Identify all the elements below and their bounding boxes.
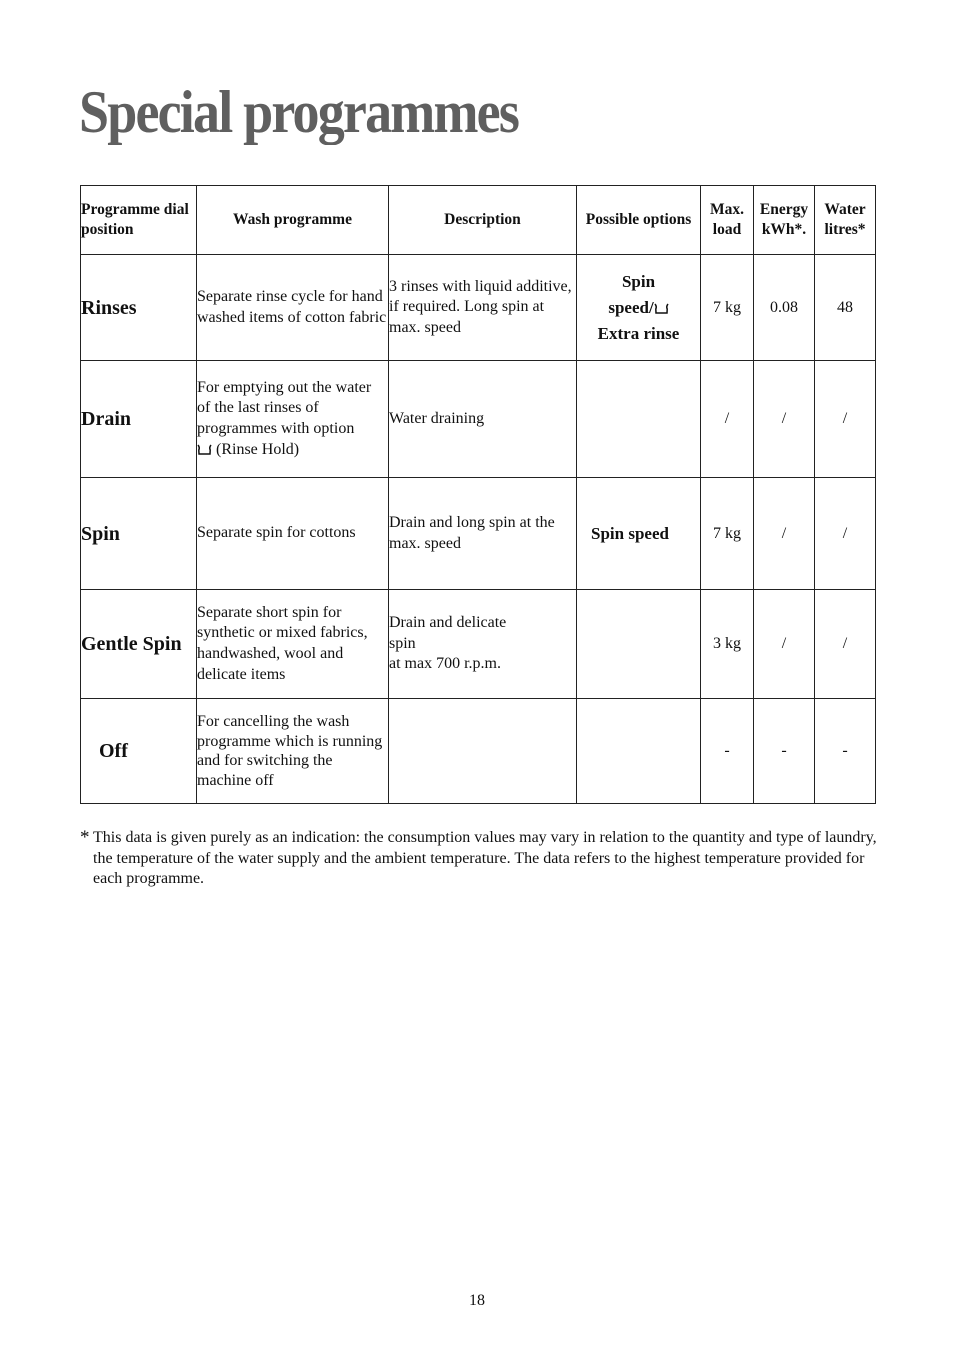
page-number: 18 (469, 1292, 485, 1309)
header-max-load: Max. load (701, 186, 754, 255)
energy-cell: / (754, 590, 815, 699)
description-cell: Water draining (389, 361, 577, 478)
energy-cell: 0.08 (754, 255, 815, 361)
page-title: Special programmes (79, 79, 519, 145)
option-line: Spin (621, 271, 656, 291)
table-row-rinses (81, 255, 876, 361)
option-text: speed/ (608, 297, 654, 317)
footnote-marker: * (80, 827, 90, 848)
description-cell (389, 699, 577, 804)
water-cell: / (815, 361, 876, 478)
position-cell: Spin (81, 478, 197, 590)
wash-programme-text: For emptying out the water of the last rinses of programmes with option (197, 378, 372, 437)
position-cell: Rinses (81, 255, 197, 361)
table-row-drain (81, 361, 876, 478)
description-line: at max 700 r.p.m. (389, 655, 501, 673)
options-cell (577, 590, 701, 699)
options-cell (577, 699, 701, 804)
water-cell: - (815, 699, 876, 804)
description-cell: Drain and long spin at the max. speed (389, 478, 577, 590)
rinse-hold-icon (654, 303, 669, 314)
option-line: Extra rinse (597, 323, 680, 343)
rinse-hold-icon (197, 444, 212, 455)
special-programmes-table (80, 185, 876, 804)
description-cell: 3 rinses with liquid additive, if required. Long spin at max. speed (389, 255, 577, 361)
options-cell: Spin speed (577, 478, 701, 590)
max-load-cell: 7 kg (701, 478, 754, 590)
position-cell: Drain (81, 361, 197, 478)
water-cell: / (815, 590, 876, 699)
max-load-cell: 7 kg (701, 255, 754, 361)
wash-programme-cell: Separate short spin for synthetic or mixed fabrics, handwashed, wool and delicate items (197, 590, 389, 699)
max-load-cell: / (701, 361, 754, 478)
wash-programme-cell (197, 361, 389, 478)
water-cell: 48 (815, 255, 876, 361)
position-cell: Off (81, 699, 197, 804)
wash-programme-cell: Separate rinse cycle for hand washed items of cotton fabric (197, 255, 389, 361)
option-line (577, 295, 700, 321)
header-energy: Energy kWh*. (754, 186, 815, 255)
position-cell: Gentle Spin (81, 590, 197, 699)
header-possible-options: Possible options (577, 186, 701, 255)
energy-cell: - (754, 699, 815, 804)
header-wash-programme: Wash programme (197, 186, 389, 255)
energy-cell: / (754, 361, 815, 478)
rinse-hold-label: (Rinse Hold) (212, 440, 300, 458)
footnote (80, 828, 880, 890)
max-load-cell: - (701, 699, 754, 804)
max-load-cell: 3 kg (701, 590, 754, 699)
wash-programme-cell: For cancelling the wash programme which is running and for switching the machine off (197, 699, 389, 804)
table-row-off (81, 699, 876, 804)
header-water: Water litres* (815, 186, 876, 255)
table-row-gentle-spin (81, 590, 876, 699)
options-cell (577, 255, 701, 361)
description-line: Drain and delicate spin (389, 614, 507, 652)
footnote-text: This data is given purely as an indication: the consumption values may vary in relation to the quantity and type of laundry, the temperature of the water supply and the ambient temperature. The data refers to the highest temperature provided for each programme. (93, 829, 877, 888)
header-row (81, 186, 876, 255)
header-dial-position: Programme dial position (81, 186, 197, 255)
description-cell (389, 590, 577, 699)
energy-cell: / (754, 478, 815, 590)
water-cell: / (815, 478, 876, 590)
table-row-spin (81, 478, 876, 590)
wash-programme-cell: Separate spin for cottons (197, 478, 389, 590)
options-cell (577, 361, 701, 478)
header-description: Description (389, 186, 577, 255)
